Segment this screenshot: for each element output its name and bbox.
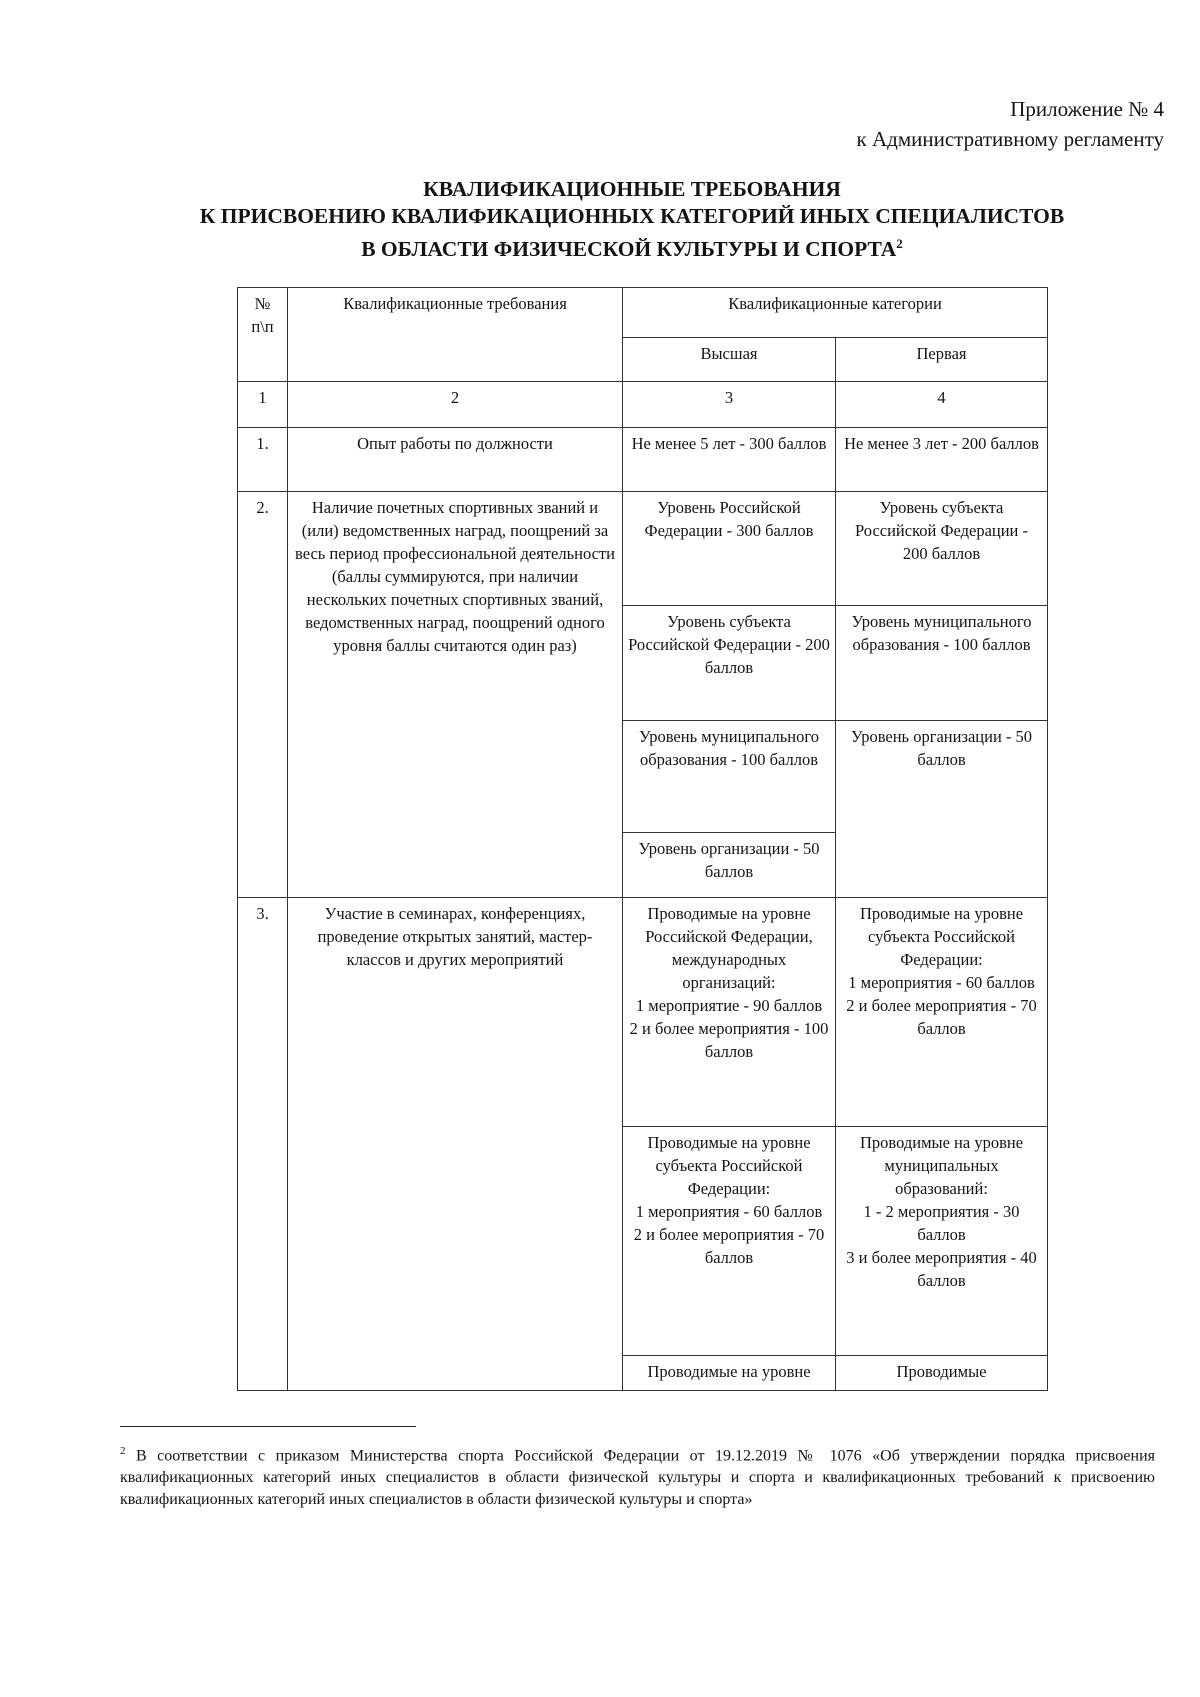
highest-category-cell: Уровень субъекта Российской Федерации - 200 баллов: [623, 606, 836, 721]
highest-category-cell: [623, 1127, 836, 1356]
footnote-marker: 2: [120, 1445, 126, 1457]
row-number: 1.: [238, 428, 288, 492]
highest-category-cell: Уровень Российской Федерации - 300 баллов: [623, 492, 836, 606]
first-category-cell: Уровень организации - 50 баллов: [836, 721, 1048, 898]
footnote-divider: [120, 1426, 416, 1427]
column-index: 3: [623, 382, 836, 428]
first-category-cell: [836, 898, 1048, 1127]
cell-line: 1 - 2 мероприятия - 30 баллов: [863, 1202, 1020, 1244]
title-line-3-text: В ОБЛАСТИ ФИЗИЧЕСКОЙ КУЛЬТУРЫ И СПОРТА: [361, 237, 897, 262]
title-line-3: [100, 230, 1164, 263]
requirements-table: [237, 287, 1048, 1391]
cell-line: Проводимые на уровне субъекта Российской Федерации:: [859, 904, 1024, 969]
first-category-cell: Проводимые: [836, 1356, 1048, 1391]
cell-line: 2 и более мероприятия - 70 баллов: [633, 1225, 825, 1267]
highest-category-cell: Не менее 5 лет - 300 баллов: [623, 428, 836, 492]
cell-line: 1 мероприятия - 60 баллов: [848, 973, 1035, 992]
header-number: № п\п: [238, 288, 288, 382]
cell-line: Проводимые на уровне муниципальных образований:: [859, 1133, 1024, 1198]
header-requirements: Квалификационные требования: [288, 288, 623, 382]
table-row: [238, 492, 1048, 606]
table-header-row: [238, 288, 1048, 338]
cell-line: 1 мероприятие - 90 баллов: [635, 996, 823, 1015]
appendix-reference: к Административному регламенту: [856, 127, 1164, 151]
column-index: 4: [836, 382, 1048, 428]
cell-line: 2 и более мероприятия - 70 баллов: [846, 996, 1037, 1038]
footnote: [120, 1440, 1155, 1511]
cell-line: 3 и более мероприятия - 40 баллов: [846, 1248, 1037, 1290]
requirement-cell: Опыт работы по должности: [288, 428, 623, 492]
first-category-cell: [836, 1127, 1048, 1356]
title-line-1: КВАЛИФИКАЦИОННЫЕ ТРЕБОВАНИЯ: [423, 177, 841, 201]
title-line-2: К ПРИСВОЕНИЮ КВАЛИФИКАЦИОННЫХ КАТЕГОРИЙ ИНЫХ СПЕЦИАЛИСТОВ: [199, 204, 1065, 228]
cell-line: 2 и более мероприятия - 100 баллов: [629, 1019, 829, 1061]
column-index: 2: [288, 382, 623, 428]
highest-category-cell: Уровень муниципального образования - 100 баллов: [623, 721, 836, 833]
first-category-cell: Не менее 3 лет - 200 баллов: [836, 428, 1048, 492]
header-categories: Квалификационные категории: [623, 288, 1048, 338]
table-row: [238, 428, 1048, 492]
column-index: 1: [238, 382, 288, 428]
first-category-cell: Уровень муниципального образования - 100 баллов: [836, 606, 1048, 721]
appendix-note: [857, 94, 1164, 154]
highest-category-cell: Уровень организации - 50 баллов: [623, 833, 836, 898]
cell-line: 1 мероприятия - 60 баллов: [635, 1202, 823, 1221]
highest-category-cell: [623, 898, 836, 1127]
table-row: [238, 898, 1048, 1127]
title-footnote-marker: 2: [896, 236, 903, 251]
document-title: [100, 176, 1164, 263]
header-first: Первая: [836, 338, 1048, 382]
requirement-cell: Участие в семинарах, конференциях, проведение открытых занятий, мастер-классов и других мероприятий: [288, 898, 623, 1391]
header-highest: Высшая: [623, 338, 836, 382]
row-number: 3.: [238, 898, 288, 1391]
row-number: 2.: [238, 492, 288, 898]
first-category-cell: Уровень субъекта Российской Федерации - 200 баллов: [836, 492, 1048, 606]
cell-line: Проводимые на уровне Российской Федерации, международных организаций:: [645, 904, 813, 992]
requirement-cell: Наличие почетных спортивных званий и (или) ведомственных наград, поощрений за весь период профессиональной деятельности (баллы суммируются, при наличии нескольких почетных спортивных званий, ведомственных наград, поощрений одного уровня баллы считаются один раз): [288, 492, 623, 898]
footnote-text: В соответствии с приказом Министерства спорта Российской Федерации от 19.12.2019 № 1076 «Об утверждении порядка присвоения квалификационных категорий иных специалистов в области физической культуры и спорта и квалификационных требований к присвоению квалификационных категорий иных специалистов в области физической культуры и спорта»: [120, 1447, 1156, 1509]
highest-category-cell: Проводимые на уровне: [623, 1356, 836, 1391]
appendix-number: Приложение № 4: [1010, 97, 1164, 121]
column-index-row: [238, 382, 1048, 428]
cell-line: Проводимые на уровне субъекта Российской Федерации:: [647, 1133, 811, 1198]
